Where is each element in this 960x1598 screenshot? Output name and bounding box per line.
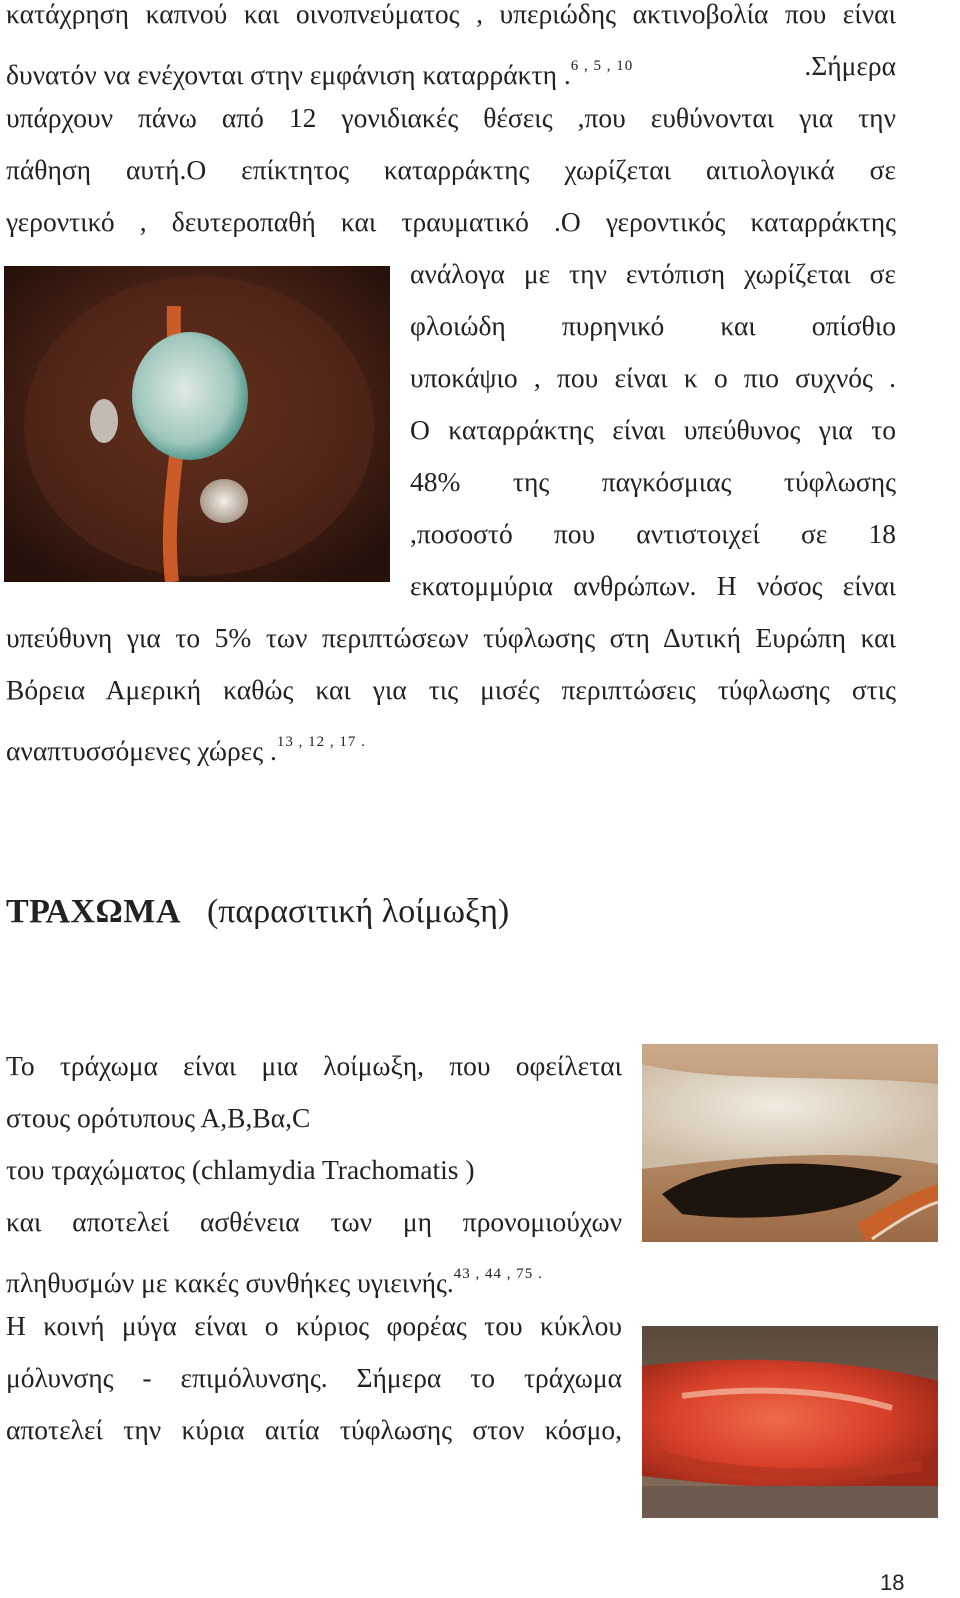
- text-line: Το τράχωμα είναι μια λοίμωξη, που οφείλεται: [6, 1050, 622, 1081]
- text-line: εκατομμύρια ανθρώπων. Η νόσος είναι: [410, 570, 896, 601]
- text-line: 48% της παγκόσμιας τύφλωσης: [410, 466, 896, 497]
- section-heading-subtitle: (παρασιτική λοίμωξη): [206, 893, 510, 930]
- text-line: υποκάψιο , που είναι κ ο πιο συχνός .: [410, 362, 896, 393]
- trachoma-conjunctiva-photo: [642, 1326, 938, 1518]
- text-line: μόλυνσης - επιμόλυνσης. Σήμερα το τράχωμα: [6, 1362, 622, 1393]
- citation-refs: 6 , 5 , 10: [570, 58, 634, 74]
- page-number: 18: [880, 1570, 905, 1595]
- cataract-eye-photo: [4, 266, 390, 582]
- text-line: του τραχώματος (chlamydia Trachomatis ): [6, 1154, 475, 1185]
- text-line: γεροντικό , δευτεροπαθή και τραυματικό .Ο γεροντικός καταρράκτης: [6, 206, 896, 237]
- text-line: φλοιώδη πυρηνικό και οπίσθιο: [410, 310, 896, 341]
- text-line-end: .Σήμερα: [804, 50, 896, 81]
- text-line: Η κοινή μύγα είναι ο κύριος φορέας του κύκλου: [6, 1310, 622, 1341]
- citation-refs: 43 , 44 , 75 .: [453, 1266, 543, 1282]
- text-line: Ο καταρράκτης είναι υπεύθυνος για το: [410, 414, 896, 445]
- text-line: υπεύθυνη για το 5% των περιπτώσεων τύφλωσης στη Δυτική Ευρώπη και: [6, 622, 896, 653]
- text-line: ,ποσοστό που αντιστοιχεί σε 18: [410, 518, 896, 549]
- text-line: κατάχρηση καπνού και οινοπνεύματος , υπεριώδης ακτινοβολία που είναι: [6, 0, 896, 29]
- text-line: αναπτυσσόμενες χώρες .$^{13 , 12 , 17 .}$: [6, 734, 366, 766]
- text-line: πληθυσμών με κακές συνθήκες υγιεινής.$^{43 , 44 , 75 .}$: [6, 1266, 543, 1298]
- section-heading: [6, 886, 509, 938]
- section-heading-title: ΤΡΑΧΩΜΑ: [6, 893, 181, 930]
- text-line: υπάρχουν πάνω από 12 γονιδιακές θέσεις ,που ευθύνονται για την: [6, 102, 896, 133]
- text-line: Βόρεια Αμερική καθώς και για τις μισές περιπτώσεις τύφλωσης στις: [6, 674, 896, 705]
- text-line: πάθηση αυτή.Ο επίκτητος καταρράκτης χωρίζεται αιτιολογικά σε: [6, 154, 896, 185]
- text-line: και αποτελεί ασθένεια των μη προνομιούχων: [6, 1206, 622, 1237]
- text-line: αποτελεί την κύρια αιτία τύφλωσης στον κόσμο,: [6, 1414, 622, 1445]
- citation-refs: 13 , 12 , 17 .: [276, 734, 366, 750]
- text-line-main: δυνατόν να ενέχονται στην εμφάνιση καταρράκτη .$^{6 , 5 , 10}$: [6, 58, 634, 90]
- text-line: ανάλογα με την εντόπιση χωρίζεται σε: [410, 258, 896, 289]
- text-line: στους ορότυπους Α,Β,Βα,C: [6, 1102, 311, 1133]
- trachoma-eyelid-photo: [642, 1044, 938, 1242]
